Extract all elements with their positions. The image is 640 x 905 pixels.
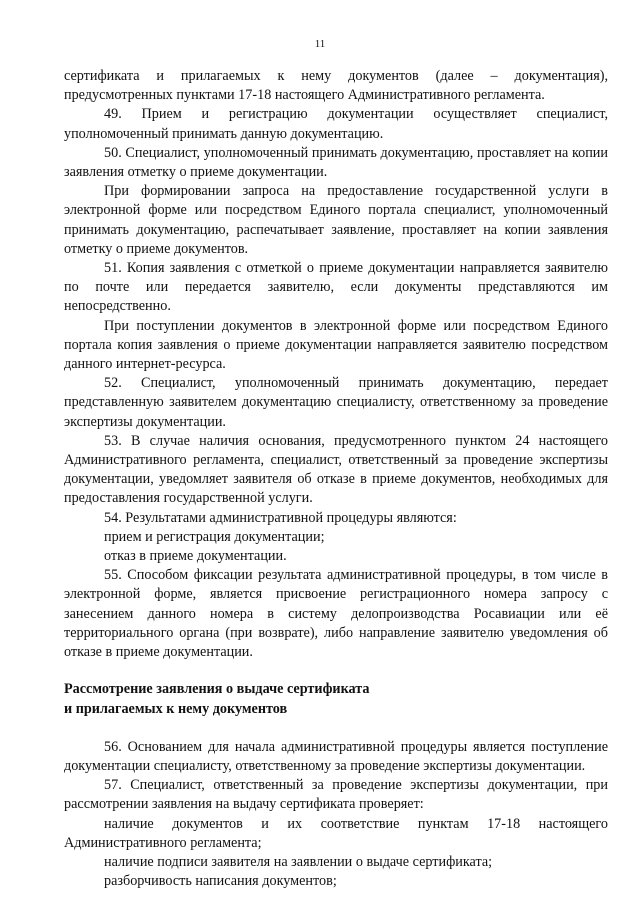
paragraphs-bottom <box>64 738 608 892</box>
paragraph: 53. В случае наличия основания, предусмотренного пунктом 24 настоящего Административного регламента, специалист, ответственный за проведение экспертизы документации, уведомляет заявителя об отказе в приеме документов, необходимых для предоставления государственной услуги. <box>64 432 608 507</box>
paragraph: 57. Специалист, ответственный за проведение экспертизы документации, при рассмотрении заявления на выдачу сертификата проверяет: <box>64 777 608 813</box>
section-heading-line-1: Рассмотрение заявления о выдаче сертификата <box>64 681 370 698</box>
paragraph: 50. Специалист, уполномоченный принимать документацию, проставляет на копии заявления отметку о приеме документации. <box>64 144 608 181</box>
section-heading <box>64 680 608 718</box>
paragraph: 51. Копия заявления с отметкой о приеме документации направляется заявителю по почте или передается заявителю, если документы представляются им непосредственно. <box>64 260 608 315</box>
paragraph: При поступлении документов в электронной форме или посредством Единого портала копия заявления о приеме документации направляется заявителю посредством данного интернет-ресурса. <box>64 317 608 373</box>
paragraph: наличие документов и их соответствие пунктам 17-18 настоящего Административного регламента; <box>64 815 608 851</box>
section-heading-line-2: и прилагаемых к нему документов <box>64 700 288 717</box>
paragraph: прием и регистрация документации; <box>104 528 325 545</box>
paragraph: 49. Прием и регистрацию документации осуществляет специалист, уполномоченный принимать данную документацию. <box>64 106 608 142</box>
paragraph: 52. Специалист, уполномоченный принимать документацию, передает представленную заявителем документацию специалисту, ответственному за проведение экспертизы документации. <box>64 375 608 430</box>
page-number: 11 <box>314 38 326 50</box>
paragraph: 54. Результатами административной процедуры являются: <box>104 509 457 526</box>
paragraph: сертификата и прилагаемых к нему документов (далее – документация), предусмотренных пунктами 17-18 настоящего Административного регламента. <box>64 68 608 104</box>
document-body <box>64 67 608 891</box>
paragraph: наличие подписи заявителя на заявлении о выдаче сертификата; <box>104 853 493 870</box>
paragraph: При формировании запроса на предоставление государственной услуги в электронной форме или посредством Единого портала специалист, уполномоченный принимать документацию, распечатывает заявление, проставляет на копии заявления отметку о приеме документов. <box>64 183 608 257</box>
paragraph: разборчивость написания документов; <box>104 873 337 890</box>
paragraph: 56. Основанием для начала административной процедуры является поступление документации специалисту, ответственному за проведение экспертизы документации. <box>64 738 608 774</box>
paragraphs-top <box>64 67 608 662</box>
paragraph: отказ в приеме документации. <box>104 548 287 565</box>
paragraph: 55. Способом фиксации результата административной процедуры, в том числе в электронной форме, является присвоение регистрационного номера запросу с занесением данного номера в систему делопроизводства Росавиации или её территориального органа (при возврате), либо направление заявителю уведомления об отказе в приеме документации. <box>64 567 608 661</box>
